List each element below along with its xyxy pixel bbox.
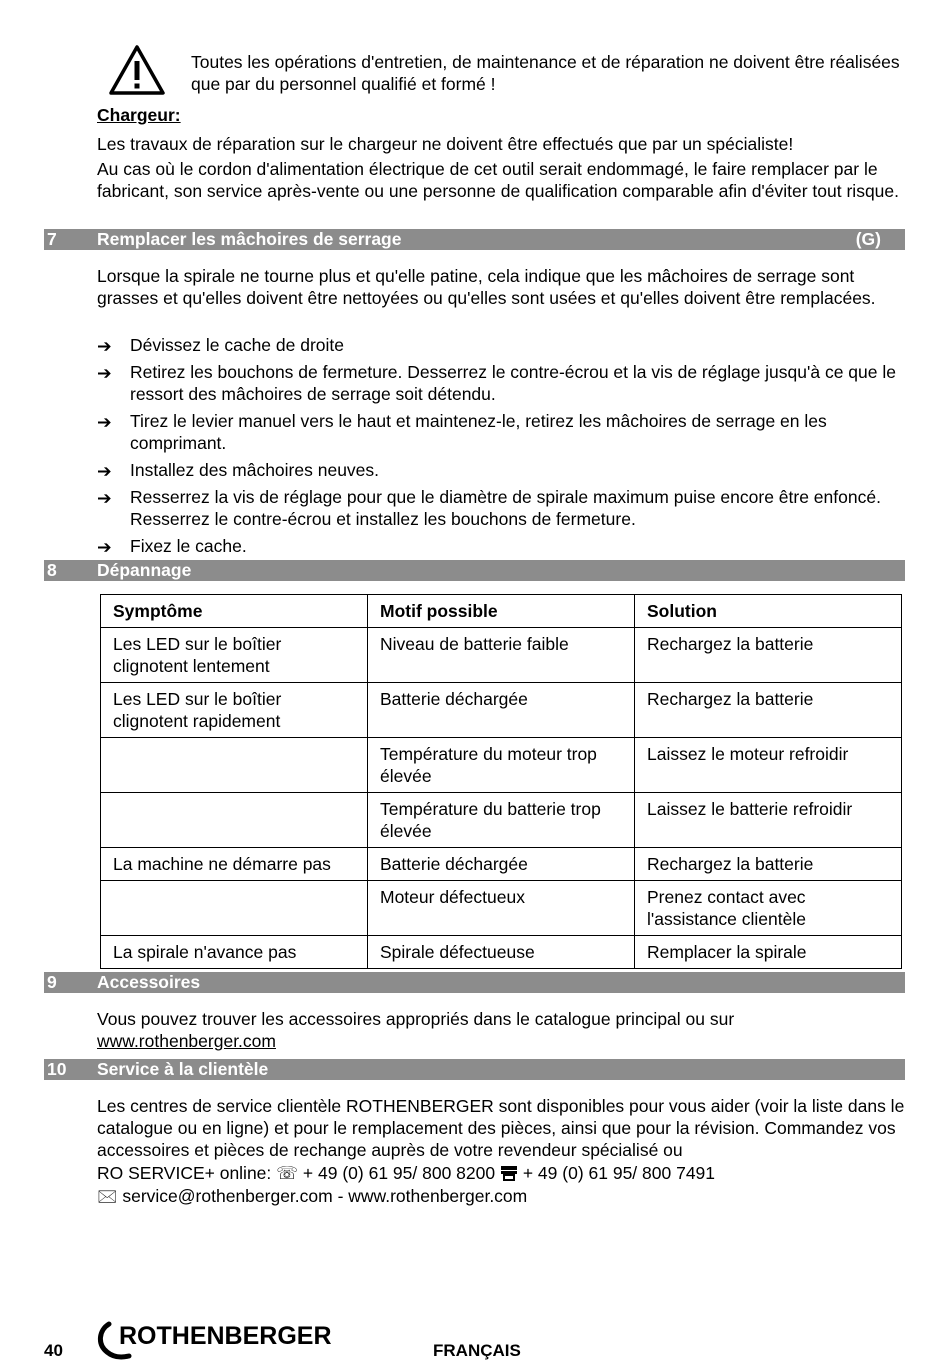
- charger-para-1: Les travaux de réparation sur le chargeur ne doivent être effectués que par un spécialiste!: [97, 134, 794, 154]
- troubleshooting-table: [100, 594, 902, 969]
- fax-number: + 49 (0) 61 95/ 800 7491: [522, 1163, 716, 1183]
- table-cell: Spirale défectueuse: [368, 936, 635, 969]
- arrow-right-icon: ➔: [97, 363, 112, 383]
- language-label: FRANÇAIS: [433, 1341, 521, 1360]
- accessories-text: Vous pouvez trouver les accessoires appropriés dans le catalogue principal ou sur www.rothenberger.com: [97, 1009, 735, 1051]
- table-cell: Niveau de batterie faible: [368, 628, 635, 683]
- mail-icon: 🖂: [97, 1186, 118, 1206]
- section-8-header: [44, 560, 905, 581]
- warning-text: Toutes les opérations d'entretien, de maintenance et de réparation ne doivent être réalisées que par du personnel qualifié et formé !: [191, 52, 900, 94]
- table-cell: La spirale n'avance pas: [101, 936, 368, 969]
- section-number: 7: [47, 229, 57, 249]
- table-row: [101, 848, 902, 881]
- table-row: [101, 793, 902, 848]
- section-number: 8: [47, 560, 57, 580]
- service-email-line: [97, 1185, 905, 1207]
- phone-number: + 49 (0) 61 95/ 800 8200: [302, 1163, 496, 1183]
- arrow-right-icon: ➔: [97, 412, 112, 432]
- table-cell: Moteur défectueux: [368, 881, 635, 936]
- arrow-right-icon: ➔: [97, 537, 112, 557]
- table-cell: Batterie déchargée: [368, 848, 635, 881]
- table-header-row: [101, 595, 902, 628]
- table-cell: [101, 881, 368, 936]
- list-item: ➔ Installez des mâchoires neuves.: [97, 460, 380, 481]
- fax-icon: [500, 1165, 518, 1181]
- table-cell: Prenez contact avec l'assistance clientèle: [635, 881, 902, 936]
- table-cell: Rechargez la batterie: [635, 683, 902, 738]
- table-cell: Batterie déchargée: [368, 683, 635, 738]
- column-header: Motif possible: [368, 595, 635, 628]
- service-contact[interactable]: service@rothenberger.com - www.rothenberger.com: [122, 1186, 528, 1206]
- table-row: [101, 738, 902, 793]
- table-cell: La machine ne démarre pas: [101, 848, 368, 881]
- table-cell: [101, 793, 368, 848]
- arrow-right-icon: ➔: [97, 488, 112, 508]
- list-item: ➔ Tirez le levier manuel vers le haut et maintenez-le, retirez les mâchoires de serrage en les comprimant.: [97, 411, 827, 453]
- column-header: Solution: [635, 595, 902, 628]
- list-item: ➔ Fixez le cache.: [97, 536, 247, 557]
- section-9-header: [44, 972, 905, 993]
- table-row: [101, 628, 902, 683]
- list-item: ➔ Dévissez le cache de droite: [97, 335, 344, 356]
- website-link[interactable]: www.rothenberger.com: [97, 1031, 276, 1051]
- section-number: 9: [47, 972, 57, 992]
- svg-text:ROTHENBERGER: ROTHENBERGER: [119, 1322, 332, 1350]
- service-contact-line: RO SERVICE+ online: ☏ + 49 (0) 61 95/ 800 8200 + 49 (0) 61 95/ 800 7491: [97, 1163, 716, 1183]
- table-cell: Remplacer la spirale: [635, 936, 902, 969]
- charger-heading: Chargeur:: [97, 105, 181, 125]
- section-title: Remplacer les mâchoires de serrage: [97, 229, 402, 249]
- table-cell: Température du moteur trop élevée: [368, 738, 635, 793]
- table-cell: [101, 738, 368, 793]
- section-7-intro: Lorsque la spirale ne tourne plus et qu'elle patine, cela indique que les mâchoires de serrage sont grasses et qu'elles doivent être nettoyées ou qu'elles sont usées et qu'elles doivent être remplacées.: [97, 266, 876, 308]
- table-cell: Les LED sur le boîtier clignotent lentement: [101, 628, 368, 683]
- list-item: ➔ Resserrez la vis de réglage pour que le diamètre de spirale maximum puise encore être enfoncé. Resserrez le contre-écrou et installez les bouchons de fermeture.: [97, 487, 881, 529]
- table-cell: Rechargez la batterie: [635, 848, 902, 881]
- section-title: Dépannage: [97, 560, 192, 580]
- arrow-right-icon: ➔: [97, 461, 112, 481]
- table-cell: Température du batterie trop élevée: [368, 793, 635, 848]
- section-7-header: [44, 229, 905, 250]
- column-header: Symptôme: [101, 595, 368, 628]
- charger-para-2: Au cas où le cordon d'alimentation électrique de cet outil serait endommagé, le faire remplacer par le fabricant, son service après-vente ou une personne de qualification comparable afin d'éviter tout risque.: [97, 159, 900, 201]
- section-number: 10: [47, 1059, 67, 1079]
- table-cell: Laissez le batterie refroidir: [635, 793, 902, 848]
- section-title: Accessoires: [97, 972, 201, 992]
- warning-triangle-icon: [108, 44, 166, 96]
- table-row: [101, 881, 902, 936]
- table-cell: Rechargez la batterie: [635, 628, 902, 683]
- section-title: Service à la clientèle: [97, 1059, 269, 1079]
- arrow-right-icon: ➔: [97, 336, 112, 356]
- table-cell: Laissez le moteur refroidir: [635, 738, 902, 793]
- section-10-header: [44, 1059, 905, 1080]
- rothenberger-logo: [95, 1318, 355, 1360]
- phone-icon: ☏: [276, 1163, 299, 1183]
- table-row: [101, 683, 902, 738]
- service-text: Les centres de service clientèle ROTHENBERGER sont disponibles pour vous aider (voir la liste dans le catalogue ou en ligne) et pour le remplacement des pièces, ainsi que pour la révision. Commandez vos accessoires et pièces de rechange auprès de votre revendeur spécialisé ou: [97, 1096, 905, 1160]
- table-cell: Les LED sur le boîtier clignotent rapidement: [101, 683, 368, 738]
- steps-list: [97, 334, 905, 562]
- page-number: 40: [44, 1341, 63, 1360]
- table-row: [101, 936, 902, 969]
- figure-reference: (G): [855, 229, 881, 249]
- list-item: ➔ Retirez les bouchons de fermeture. Desserrez le contre-écrou et la vis de réglage jusqu'à ce que le ressort des mâchoires de serrage soit détendu.: [97, 362, 896, 404]
